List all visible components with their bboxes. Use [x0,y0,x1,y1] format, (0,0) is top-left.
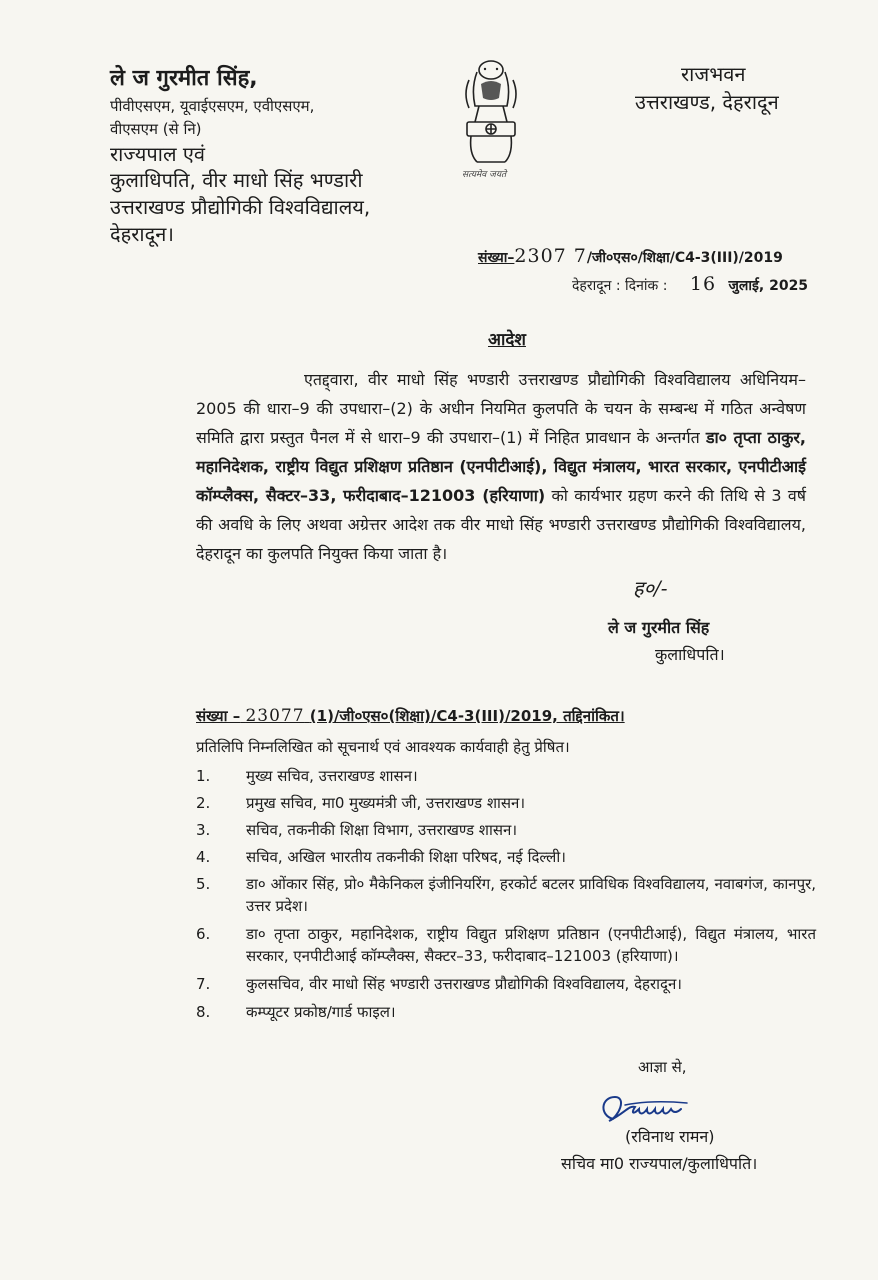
sender-decorations-2: वीएसएम (से नि) [110,120,202,138]
list-item-text: कुलसचिव, वीर माधो सिंह भण्डारी उत्तराखण्ड प्रौद्योगिकी विश्वविद्यालय, देहरादून। [246,975,682,993]
list-item-number: 7. [196,975,211,993]
list-item [196,1001,816,1023]
signer-title: कुलाधिपति। [655,645,725,664]
list-item-text: कम्प्यूटर प्रकोष्ठ/गार्ड फाइल। [246,1003,396,1021]
copy-ref-suffix: (1)/जी०एस०(शिक्षा)/C4-3(III)/2019, तद्दिनांकित। [309,707,625,725]
sender-role-2: कुलाधिपति, वीर माधो सिंह भण्डारी [110,168,363,192]
signer-name: ले ज गुरमीत सिंह [608,618,710,637]
by-order: आज्ञा से, [638,1058,687,1076]
list-item-number: 6. [196,925,211,943]
list-item-number: 2. [196,794,211,812]
copy-reference [196,706,625,726]
list-item-text: डा० ओंकार सिंह, प्रो० मैकेनिकल इंजीनियरिंग, हरकोर्ट बटलर प्राविधिक विश्वविद्यालय, नवाबगंज, कानपुर, उत्तर प्रदेश। [246,875,816,915]
order-body [196,365,806,568]
sender-decorations: पीवीएसएम, यूवाईएसएम, एवीएसएम, [110,97,315,115]
list-item [196,973,816,995]
list-item-text: प्रमुख सचिव, मा0 मुख्यमंत्री जी, उत्तराखण्ड शासन। [246,794,526,812]
date-line [572,273,808,295]
list-item-text: सचिव, तकनीकी शिक्षा विभाग, उत्तराखण्ड शासन। [246,821,518,839]
recipient-list [196,765,816,1023]
signed-mark: ह०/- [633,576,668,600]
list-item [196,765,816,787]
reference-number [478,245,783,267]
reference-handwritten: 2307 7 [514,245,587,267]
secretary-title: सचिव मा0 राज्यपाल/कुलाधिपति। [561,1154,758,1173]
list-item [196,873,816,917]
date-day-handwritten: 16 [689,273,717,295]
list-item-text: डा० तृप्ता ठाकुर, महानिदेशक, राष्ट्रीय विद्युत प्रशिक्षण प्रतिष्ठान (एनपीटीआई), विद्युत मंत्रालय, भारत सरकार, एनपीटीआई कॉम्प्लैक्स, सैक्टर–33, फरीदाबाद–121003 (हरियाणा)। [246,925,816,965]
list-item-number: 4. [196,848,211,866]
secretary-name: (रविनाथ रामन) [625,1127,715,1146]
order-body-text-end: को कार्यभार ग्रहण करने की तिथि से 3 वर्ष की अवधि के लिए अथवा अग्रेत्तर आदेश तक वीर माधो सिंह भण्डारी उत्तराखण्ड प्रौद्योगिकी विश्वविद्यालय, देहरादून का कुलपति नियुक्त किया जाता है। [196,486,807,563]
order-title: आदेश [488,330,526,350]
list-item-number: 1. [196,767,211,785]
reference-prefix: संख्या– [478,250,515,266]
list-item-number: 8. [196,1003,211,1021]
list-item [196,819,816,841]
copy-ref-prefix: संख्या – [196,707,241,725]
handwritten-signature-icon [595,1083,695,1128]
office-location: उत्तराखण्ड, देहरादून [635,90,779,114]
list-item [196,846,816,868]
order-body-appointee: डा० तृप्ता ठाकुर, महानिदेशक, राष्ट्रीय विद्युत प्रशिक्षण प्रतिष्ठान (एनपीटीआई), विद्युत मंत्रालय, भारत सरकार, एनपीटीआई कॉम्प्लैक्स, सैक्टर–33, फरीदाबाद–121003 (हरियाणा) [196,428,806,505]
copy-ref-handwritten: 23077 [245,706,305,726]
list-item-number: 3. [196,821,211,839]
list-item-text: मुख्य सचिव, उत्तराखण्ड शासन। [246,767,418,785]
state-emblem-icon [455,58,527,180]
order-body-text: एतद्द्वारा, वीर माधो सिंह भण्डारी उत्तराखण्ड प्रौद्योगिकी विश्वविद्यालय अधिनियम–2005 की धारा–9 की उपधारा–(2) के अधीन नियमित कुलपति के चयन के सम्बन्ध में गठित अन्वेषण समिति द्वारा प्रस्तुत पैनल में से धारा–9 की उपधारा–(1) में निहित प्रावधान के अन्तर्गत [196,370,806,447]
copy-intro: प्रतिलिपि निम्नलिखित को सूचनार्थ एवं आवश्यक कार्यवाही हेतु प्रेषित। [196,738,570,756]
list-item [196,792,816,814]
list-item-text: सचिव, अखिल भारतीय तकनीकी शिक्षा परिषद, नई दिल्ली। [246,848,566,866]
list-item-number: 5. [196,875,211,893]
date-rest: जुलाई, 2025 [728,278,809,294]
sender-city: देहरादून। [110,222,174,246]
emblem-motto: सत्यमेव जयते [462,170,507,180]
reference-suffix: /जी०एस०/शिक्षा/C4-3(III)/2019 [586,250,783,266]
office-name: राजभवन [681,62,746,86]
list-item [196,923,816,967]
sender-name: ले ज गुरमीत सिंह, [110,66,258,91]
date-prefix: देहरादून : दिनांक : [572,278,668,294]
sender-role-1: राज्यपाल एवं [110,142,206,166]
sender-role-3: उत्तराखण्ड प्रौद्योगिकी विश्वविद्यालय, [110,195,371,219]
